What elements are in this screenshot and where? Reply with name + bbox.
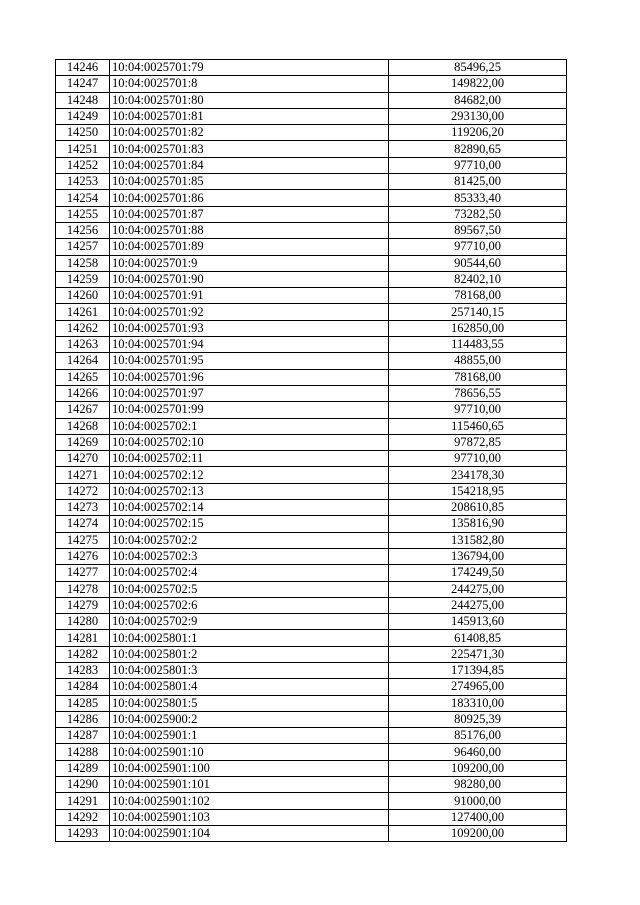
row-number-cell: 14270	[56, 451, 110, 467]
row-number-cell: 14246	[56, 60, 110, 76]
row-number-cell: 14278	[56, 581, 110, 597]
amount-cell: 174249,50	[389, 565, 567, 581]
amount-cell: 97710,00	[389, 157, 567, 173]
cadastral-number-cell: 10:04:0025702:12	[110, 467, 389, 483]
table-row	[56, 777, 567, 793]
cadastral-number-cell: 10:04:0025900:2	[110, 711, 389, 727]
row-number-cell: 14255	[56, 206, 110, 222]
table-row	[56, 548, 567, 564]
table-row	[56, 679, 567, 695]
row-number-cell: 14293	[56, 825, 110, 841]
table-row	[56, 271, 567, 287]
cadastral-number-cell: 10:04:0025801:4	[110, 679, 389, 695]
row-number-cell: 14248	[56, 92, 110, 108]
amount-cell: 85176,00	[389, 728, 567, 744]
table-row	[56, 108, 567, 124]
row-number-cell: 14283	[56, 662, 110, 678]
amount-cell: 225471,30	[389, 646, 567, 662]
table-row	[56, 662, 567, 678]
row-number-cell: 14250	[56, 125, 110, 141]
cadastral-number-cell: 10:04:0025701:86	[110, 190, 389, 206]
cadastral-number-cell: 10:04:0025901:102	[110, 793, 389, 809]
table-row	[56, 500, 567, 516]
table-row	[56, 304, 567, 320]
row-number-cell: 14277	[56, 565, 110, 581]
row-number-cell: 14280	[56, 614, 110, 630]
cadastral-number-cell: 10:04:0025801:5	[110, 695, 389, 711]
table-row	[56, 483, 567, 499]
table-row	[56, 793, 567, 809]
cadastral-number-cell: 10:04:0025702:4	[110, 565, 389, 581]
table-row	[56, 614, 567, 630]
amount-cell: 78656,55	[389, 385, 567, 401]
row-number-cell: 14284	[56, 679, 110, 695]
row-number-cell: 14289	[56, 760, 110, 776]
amount-cell: 80925,39	[389, 711, 567, 727]
amount-cell: 82890,65	[389, 141, 567, 157]
table-row	[56, 532, 567, 548]
amount-cell: 78168,00	[389, 288, 567, 304]
cadastral-number-cell: 10:04:0025701:90	[110, 271, 389, 287]
amount-cell: 81425,00	[389, 174, 567, 190]
row-number-cell: 14264	[56, 353, 110, 369]
amount-cell: 109200,00	[389, 825, 567, 841]
amount-cell: 171394,85	[389, 662, 567, 678]
table-row	[56, 174, 567, 190]
amount-cell: 115460,65	[389, 418, 567, 434]
table-row	[56, 157, 567, 173]
row-number-cell: 14266	[56, 385, 110, 401]
table-row	[56, 760, 567, 776]
row-number-cell: 14247	[56, 76, 110, 92]
row-number-cell: 14251	[56, 141, 110, 157]
cadastral-number-cell: 10:04:0025701:81	[110, 108, 389, 124]
cadastral-number-cell: 10:04:0025701:95	[110, 353, 389, 369]
table-row	[56, 418, 567, 434]
table-row	[56, 369, 567, 385]
table-row	[56, 711, 567, 727]
cadastral-number-cell: 10:04:0025701:87	[110, 206, 389, 222]
table-row	[56, 565, 567, 581]
amount-cell: 114483,55	[389, 337, 567, 353]
row-number-cell: 14257	[56, 239, 110, 255]
cadastral-number-cell: 10:04:0025702:10	[110, 434, 389, 450]
cadastral-number-cell: 10:04:0025701:94	[110, 337, 389, 353]
table-row	[56, 141, 567, 157]
row-number-cell: 14268	[56, 418, 110, 434]
row-number-cell: 14265	[56, 369, 110, 385]
amount-cell: 97872,85	[389, 434, 567, 450]
cadastral-number-cell: 10:04:0025701:8	[110, 76, 389, 92]
amount-cell: 234178,30	[389, 467, 567, 483]
amount-cell: 97710,00	[389, 402, 567, 418]
table-row	[56, 337, 567, 353]
amount-cell: 98280,00	[389, 777, 567, 793]
cadastral-number-cell: 10:04:0025701:84	[110, 157, 389, 173]
row-number-cell: 14258	[56, 255, 110, 271]
amount-cell: 82402,10	[389, 271, 567, 287]
row-number-cell: 14253	[56, 174, 110, 190]
table-row	[56, 385, 567, 401]
row-number-cell: 14272	[56, 483, 110, 499]
row-number-cell: 14263	[56, 337, 110, 353]
table-row	[56, 581, 567, 597]
row-number-cell: 14274	[56, 516, 110, 532]
amount-cell: 91000,00	[389, 793, 567, 809]
row-number-cell: 14271	[56, 467, 110, 483]
amount-cell: 274965,00	[389, 679, 567, 695]
cadastral-number-cell: 10:04:0025701:99	[110, 402, 389, 418]
table-row	[56, 125, 567, 141]
row-number-cell: 14260	[56, 288, 110, 304]
cadastral-number-cell: 10:04:0025701:93	[110, 320, 389, 336]
row-number-cell: 14281	[56, 630, 110, 646]
cadastral-number-cell: 10:04:0025702:9	[110, 614, 389, 630]
row-number-cell: 14276	[56, 548, 110, 564]
cadastral-number-cell: 10:04:0025701:88	[110, 222, 389, 238]
document-table-container	[55, 59, 566, 842]
cadastral-number-cell: 10:04:0025701:89	[110, 239, 389, 255]
amount-cell: 131582,80	[389, 532, 567, 548]
row-number-cell: 14290	[56, 777, 110, 793]
row-number-cell: 14254	[56, 190, 110, 206]
cadastral-number-cell: 10:04:0025702:3	[110, 548, 389, 564]
amount-cell: 61408,85	[389, 630, 567, 646]
amount-cell: 136794,00	[389, 548, 567, 564]
cadastral-number-cell: 10:04:0025701:82	[110, 125, 389, 141]
amount-cell: 244275,00	[389, 581, 567, 597]
row-number-cell: 14288	[56, 744, 110, 760]
cadastral-number-cell: 10:04:0025701:85	[110, 174, 389, 190]
row-number-cell: 14267	[56, 402, 110, 418]
amount-cell: 162850,00	[389, 320, 567, 336]
amount-cell: 78168,00	[389, 369, 567, 385]
table-row	[56, 695, 567, 711]
cadastral-number-cell: 10:04:0025901:10	[110, 744, 389, 760]
cadastral-number-cell: 10:04:0025801:3	[110, 662, 389, 678]
table-row	[56, 206, 567, 222]
table-row	[56, 402, 567, 418]
amount-cell: 48855,00	[389, 353, 567, 369]
row-number-cell: 14269	[56, 434, 110, 450]
row-number-cell: 14279	[56, 597, 110, 613]
amount-cell: 97710,00	[389, 451, 567, 467]
amount-cell: 119206,20	[389, 125, 567, 141]
table-row	[56, 222, 567, 238]
table-row	[56, 646, 567, 662]
row-number-cell: 14261	[56, 304, 110, 320]
cadastral-number-cell: 10:04:0025702:11	[110, 451, 389, 467]
amount-cell: 208610,85	[389, 500, 567, 516]
amount-cell: 89567,50	[389, 222, 567, 238]
row-number-cell: 14287	[56, 728, 110, 744]
amount-cell: 85333,40	[389, 190, 567, 206]
table-row	[56, 288, 567, 304]
row-number-cell: 14262	[56, 320, 110, 336]
row-number-cell: 14275	[56, 532, 110, 548]
table-row	[56, 630, 567, 646]
row-number-cell: 14285	[56, 695, 110, 711]
cadastral-number-cell: 10:04:0025801:1	[110, 630, 389, 646]
amount-cell: 149822,00	[389, 76, 567, 92]
amount-cell: 145913,60	[389, 614, 567, 630]
cadastral-number-cell: 10:04:0025701:83	[110, 141, 389, 157]
amount-cell: 97710,00	[389, 239, 567, 255]
table-row	[56, 467, 567, 483]
amount-cell: 154218,95	[389, 483, 567, 499]
table-row	[56, 320, 567, 336]
row-number-cell: 14252	[56, 157, 110, 173]
table-row	[56, 255, 567, 271]
table-row	[56, 190, 567, 206]
row-number-cell: 14291	[56, 793, 110, 809]
row-number-cell: 14286	[56, 711, 110, 727]
cadastral-value-table	[55, 59, 567, 842]
table-row	[56, 92, 567, 108]
table-row	[56, 239, 567, 255]
amount-cell: 183310,00	[389, 695, 567, 711]
table-row	[56, 597, 567, 613]
amount-cell: 257140,15	[389, 304, 567, 320]
amount-cell: 109200,00	[389, 760, 567, 776]
row-number-cell: 14282	[56, 646, 110, 662]
cadastral-number-cell: 10:04:0025702:6	[110, 597, 389, 613]
row-number-cell: 14273	[56, 500, 110, 516]
cadastral-number-cell: 10:04:0025701:91	[110, 288, 389, 304]
row-number-cell: 14249	[56, 108, 110, 124]
cadastral-number-cell: 10:04:0025701:9	[110, 255, 389, 271]
cadastral-number-cell: 10:04:0025901:104	[110, 825, 389, 841]
table-row	[56, 451, 567, 467]
table-row	[56, 76, 567, 92]
cadastral-number-cell: 10:04:0025702:2	[110, 532, 389, 548]
table-row	[56, 516, 567, 532]
amount-cell: 127400,00	[389, 809, 567, 825]
table-row	[56, 825, 567, 841]
amount-cell: 85496,25	[389, 60, 567, 76]
table-body	[56, 60, 567, 842]
amount-cell: 135816,90	[389, 516, 567, 532]
cadastral-number-cell: 10:04:0025901:100	[110, 760, 389, 776]
amount-cell: 293130,00	[389, 108, 567, 124]
table-row	[56, 60, 567, 76]
table-row	[56, 728, 567, 744]
cadastral-number-cell: 10:04:0025702:5	[110, 581, 389, 597]
amount-cell: 84682,00	[389, 92, 567, 108]
table-row	[56, 744, 567, 760]
table-row	[56, 353, 567, 369]
cadastral-number-cell: 10:04:0025901:101	[110, 777, 389, 793]
table-row	[56, 434, 567, 450]
amount-cell: 73282,50	[389, 206, 567, 222]
row-number-cell: 14292	[56, 809, 110, 825]
cadastral-number-cell: 10:04:0025702:14	[110, 500, 389, 516]
cadastral-number-cell: 10:04:0025701:80	[110, 92, 389, 108]
cadastral-number-cell: 10:04:0025701:92	[110, 304, 389, 320]
cadastral-number-cell: 10:04:0025702:13	[110, 483, 389, 499]
cadastral-number-cell: 10:04:0025701:97	[110, 385, 389, 401]
cadastral-number-cell: 10:04:0025801:2	[110, 646, 389, 662]
table-row	[56, 809, 567, 825]
cadastral-number-cell: 10:04:0025901:103	[110, 809, 389, 825]
cadastral-number-cell: 10:04:0025701:96	[110, 369, 389, 385]
amount-cell: 96460,00	[389, 744, 567, 760]
cadastral-number-cell: 10:04:0025701:79	[110, 60, 389, 76]
cadastral-number-cell: 10:04:0025702:15	[110, 516, 389, 532]
cadastral-number-cell: 10:04:0025901:1	[110, 728, 389, 744]
amount-cell: 244275,00	[389, 597, 567, 613]
amount-cell: 90544,60	[389, 255, 567, 271]
cadastral-number-cell: 10:04:0025702:1	[110, 418, 389, 434]
row-number-cell: 14256	[56, 222, 110, 238]
row-number-cell: 14259	[56, 271, 110, 287]
